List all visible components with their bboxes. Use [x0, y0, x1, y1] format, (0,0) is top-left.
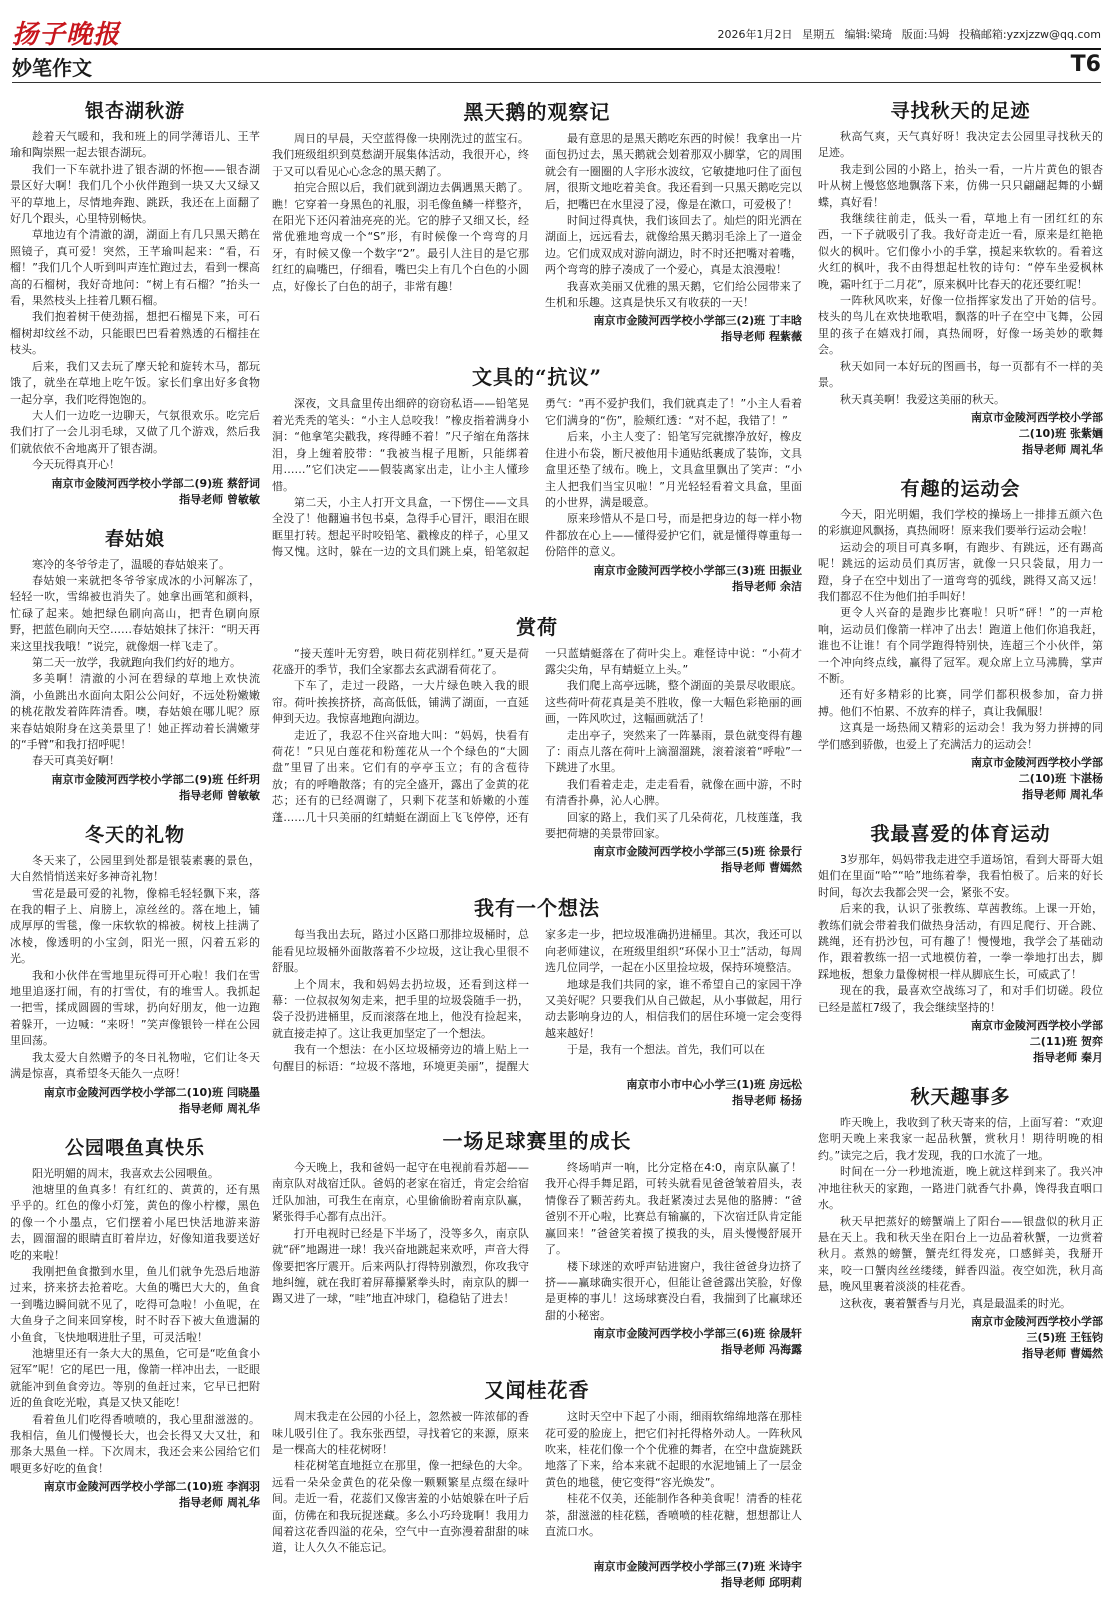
- advising-teacher: 指导老师 冯海露: [721, 1343, 802, 1357]
- article-title: 春姑娘: [104, 527, 165, 550]
- author-class: 二(10)班 张紫婳: [1018, 426, 1103, 440]
- article-paragraph: 桂花不仅美，还能制作各种美食呢！清香的桂花茶，甜滋滋的桂花糕，香喷喷的桂花糖，想想都让人直流口水。: [545, 1492, 802, 1538]
- newspaper-logo: 扬子晚报: [12, 20, 121, 50]
- author-school: 南京市金陵河西学校小学部: [971, 410, 1103, 424]
- article-paragraph: 秋天如同一本好玩的图画书，每一页都有不一样的美景。: [818, 359, 1103, 390]
- advising-teacher: 指导老师 周礼华: [179, 1101, 260, 1115]
- article-body: [272, 1160, 802, 1324]
- article-body: [10, 1166, 260, 1478]
- issue-weekday: 星期五: [802, 28, 835, 41]
- article-title: 公园喂鱼真快乐: [64, 1136, 205, 1159]
- article-paragraph: 看着鱼儿们吃得香喷喷的，我心里甜滋滋的。我相信，鱼儿们慢慢长大，也会长得又大又壮，和那条大黑鱼一样。下次周末，我还会来公园给它们喂更多好吃的鱼食！: [10, 1412, 260, 1475]
- editor-credit: 编辑:梁琦: [844, 28, 893, 41]
- article-paragraph: 这真是一场热闹又精彩的运动会！我为努力拼搏的同学们感到骄傲，也爱上了充满活力的运动会！: [818, 721, 1103, 751]
- advising-teacher: 指导老师 周礼华: [1022, 788, 1103, 801]
- article-title: 一场足球赛里的成长: [442, 1129, 632, 1154]
- issue-date: 2026年1月2日: [717, 28, 793, 41]
- article-paragraph: 时间过得真快，我们该回去了。灿烂的阳光洒在湖面上，远远看去，就像给黑天鹅羽毛涂上了一道金边。它们成双成对游向湖边，时不时还把嘴对着嘴，两个弯弯的脖子凑成了一个爱心，真是太浪漫啦！: [545, 214, 802, 277]
- article-byline: [272, 563, 802, 595]
- article: [818, 811, 1103, 1066]
- article: [272, 353, 802, 594]
- article-byline: [272, 1077, 802, 1109]
- article-byline: [818, 1018, 1103, 1066]
- article-body: [272, 131, 802, 311]
- section-rule: [12, 82, 1101, 83]
- article-paragraph: 今天晚上，我和爸妈一起守在电视前看苏超——南京队对战宿迁队。爸妈的老家在宿迁，肯定会给宿迁队加油，可我生在南京，心里偷偷盼着南京队赢，紧张得手心都有点出汗。: [272, 1161, 529, 1224]
- article-paragraph: 走出亭子，突然来了一阵暴雨，景色就变得有趣了：雨点儿落在荷叶上滴溜溜跳，滚着滚着“呼啦”一下跳进了水里。: [545, 728, 802, 775]
- article-byline: [272, 1326, 802, 1358]
- article-byline: [10, 476, 260, 508]
- article: [272, 884, 802, 1109]
- article: [272, 603, 802, 877]
- article-paragraph: 我们一下车就扑进了银杏湖的怀抱——银杏湖景区好大啊！我们几个小伙伴跑到一块又大又绿又平的草地上，尽情地奔跑、跳跃，我还在上面翻了好几个跟头，心里特别畅快。: [10, 162, 260, 226]
- article-title: 又闻桂花香: [484, 1378, 590, 1403]
- article-body: [10, 129, 260, 474]
- author-class: 二(10)班 卞湛杨: [1018, 772, 1103, 785]
- article-body: [272, 646, 802, 843]
- section-title: 妙笔作文: [12, 56, 92, 80]
- author-school: 南京市金陵河西学校小学部三(6)班 徐晟轩: [593, 1327, 802, 1341]
- advising-teacher: 指导老师 余洁: [732, 579, 802, 593]
- advising-teacher: 指导老师 曾敏敏: [179, 492, 260, 506]
- article-byline: [10, 1479, 260, 1511]
- author-school: 南京市金陵河西学校小学部: [971, 1019, 1103, 1033]
- author-class: 三(5)班 王钰钧: [1026, 1330, 1103, 1344]
- submission-email: 投稿邮箱:yzxjzzw@qq.com: [958, 28, 1101, 41]
- article-paragraph: 今天，阳光明媚，我们学校的操场上一排排五颜六色的彩旗迎风飘扬，真热闹呀！原来我们要举行运动会啦！: [818, 507, 1103, 538]
- article-paragraph: 这秋夜，裹着蟹香与月光，真是最温柔的时光。: [840, 1296, 1071, 1310]
- article-paragraph: 今天玩得真开心！: [32, 458, 120, 472]
- section-header: [12, 52, 1101, 82]
- article-paragraph: 阳光明媚的周末，我喜欢去公园喂鱼。: [32, 1166, 219, 1180]
- article-body: [272, 1409, 802, 1557]
- article-byline: [818, 410, 1103, 458]
- article: [10, 88, 260, 508]
- article-byline: [818, 755, 1103, 803]
- article-paragraph: 第二天，小主人打开文具盒，一下愣住——文具全没了！他翻遍书包书桌，急得手心冒汗，眼泪在眼眶里打转。想起平时咬铅笔、戳橡皮的样子，心里又悔又愧。这时，躲在一边的文具们跳上桌，铅笔叙起勇气：“再不爱护我们，我们就真走了！”小主人看着它们满身的“伤”，脸颊红透：“对不起，我错了！”: [272, 397, 802, 559]
- article-paragraph: 我们爬上高亭远眺，整个湖面的美景尽收眼底。这些荷叶荷花真是美不胜收，像一大幅色彩艳丽的画画，一阵风吹过，这幅画就活了！: [545, 679, 802, 726]
- advising-teacher: 指导老师 曾敏敏: [179, 788, 260, 802]
- article-paragraph: 雪花是最可爱的礼物，像棉毛轻轻飘下来，落在我的帽子上、肩膀上，凉丝丝的。落在地上，铺成厚厚的雪毯，像一床软软的棉被。树枝上挂满了冰棱，像透明的小宝剑，阳光一照，闪着五彩的光。: [10, 886, 260, 966]
- article-paragraph: 我们抱着树干使劲摇，想把石榴晃下来，可石榴树却纹丝不动，只能眼巴巴看着熟透的石榴挂在枝头。: [10, 310, 260, 357]
- article-paragraph: 运动会的项目可真多啊，有跑步、有跳远，还有踢高呢！跳远的运动员们真厉害，就像一只只袋鼠，用力一蹬，身子在空中划出了一道弯弯的弧线，跳得又高又远！我们都忍不住为他们拍手叫好！: [818, 540, 1103, 603]
- article-paragraph: 春姑娘一来就把冬爷爷家成冰的小河解冻了，轻轻一吹，雪绵被也消失了。她拿出画笔和颜料，忙碌了起来。她把绿色刷向高山，把青色刷向原野，把蓝色刷向天空……春姑娘抹了抹汗：“明天再来这里找我哦！”说完，就像烟一样飞走了。: [10, 573, 260, 653]
- article-byline: [272, 844, 802, 876]
- article-byline: [272, 313, 802, 345]
- article-body: [818, 1115, 1103, 1312]
- article-title: 我最喜爱的体育运动: [870, 823, 1051, 845]
- article-paragraph: 楼下球迷的欢呼声钻进窗户，我往爸爸身边挤了挤——赢球确实很开心，但能让爸爸露出笑脸，好像是更棒的事儿！这场球赛没白看，我揣到了比赢球还甜的小秘密。: [545, 1259, 802, 1322]
- author-school: 南京市金陵河西学校小学部二(10)班 闫晓墨: [43, 1085, 260, 1099]
- article-paragraph: 下车了，走过一段路，一大片绿色映入我的眼帘。荷叶挨挨挤挤，高高低低，铺满了湖面，一直延伸到天边。我惊喜地跑向湖边。: [272, 679, 529, 726]
- column-center: [272, 88, 802, 1599]
- article: [818, 88, 1103, 458]
- article-paragraph: 周日的早晨，天空蓝得像一块刚洗过的蓝宝石。我们班级组织到莫愁湖开展集体活动，我很开心，终于又可以看见心心念念的黑天鹅了。: [272, 132, 529, 178]
- article-paragraph: 拍完合照以后，我们就到湖边去偶遇黑天鹅了。瞧！它穿着一身黑色的礼服，羽毛像鱼鳞一样整齐，在阳光下还闪着油亮亮的光。它的脖子又细又长，经常优雅地弯成一个“S”形，有时候像一个弯弯的月牙，有时候又像一个数字“2”。最引人注目的是它那红红的扁嘴巴，仔细看，嘴巴尖上有几个白色的小圆点，好像长了白色的胡子，非常有趣！: [272, 181, 529, 293]
- article-byline: [10, 1085, 260, 1117]
- author-school: 南京市金陵河西学校小学部二(10)班 李润羽: [43, 1480, 260, 1494]
- article-byline: [818, 1314, 1103, 1362]
- author-school: 南京市金陵河西学校小学部三(5)班 徐景行: [593, 845, 802, 859]
- article-title: 银杏湖秋游: [84, 100, 185, 122]
- article-paragraph: 池塘里还有一条大大的黑鱼，它可是“吃鱼食小冠军”呢！它的尾巴一甩，像箭一样冲出去，一眨眼就能冲到鱼食旁边。等别的鱼赶过来，它早已把附近的鱼食吃光啦，真是又快又能吃！: [10, 1346, 260, 1410]
- article-paragraph: 上个周末，我和妈妈去扔垃圾，还看到这样一幕：一位叔叔匆匆走来，把手里的垃圾袋随手一扔，袋子没扔进桶里，反而滚落在地上，他没有捡起来，就直接走掉了。这让我更加坚定了一个想法。: [272, 977, 529, 1040]
- article-paragraph: 每当我出去玩，路过小区路口那排垃圾桶时，总能看见垃圾桶外面散落着不少垃圾，这让我心里很不舒服。: [272, 928, 529, 975]
- article-body: [10, 557, 260, 770]
- article-paragraph: 桂花树笔直地挺立在那里，像一把绿色的大伞。远看一朵朵金黄色的花朵像一颗颗繁星点缀在绿叶间。走近一看，花蕊们又像害羞的小姑娘躲在叶子后面，仿佛在和我玩捉迷藏。多么小巧玲珑啊！我用力闻着这花香四溢的花朵，空气中一直弥漫着甜甜的味道，让人久久不能忘记。: [272, 1459, 529, 1555]
- article-byline: [272, 1559, 802, 1591]
- article-paragraph: 多美啊！清澈的小河在碧绿的草地上欢快流淌，小鱼跳出水面向太阳公公问好，不远处粉嫩嫩的桃花散发着阵阵清香。噢，春姑娘在哪儿呢？原来春姑娘附身在这美景里了！她正挥动着长满嫩芽的“手臂”和我打招呼呢！: [10, 672, 260, 751]
- dateline: [712, 26, 1102, 42]
- article-paragraph: 我走到公园的小路上，抬头一看，一片片黄色的银杏叶从树上慢悠悠地飘落下来，仿佛一只只翩翩起舞的小蝴蝶，真好看！: [818, 162, 1103, 209]
- article-paragraph: 我太爱大自然赠予的冬日礼物啦，它们让冬天满是惊喜，真希望冬天能久一点呀！: [10, 1050, 260, 1081]
- article-paragraph: 后来，我们又去玩了摩天轮和旋转木马，都玩饿了，就坐在草地上吃午饭。家长们拿出好多食物一起分享，我们吃得饱饱的。: [10, 359, 260, 406]
- author-school: 南京市小市中心小学三(1)班 房远松: [626, 1078, 802, 1092]
- article-paragraph: 我刚把鱼食撒到水里，鱼儿们就争先恐后地游过来，挤来挤去抢着吃。大鱼的嘴巴大大的，鱼食一到嘴边瞬间就不见了，吃得可急啦！小鱼呢，在大鱼身子之间来回穿梭，时不时吞下被大鱼遗漏的小鱼食，飞快地咽进肚子里，可灵活啦！: [10, 1264, 260, 1344]
- article-paragraph: 打开电视时已经是下半场了，没等多久，南京队就“砰”地踢进一球！我兴奋地跳起来欢呼，声音大得像要把客厅震开。后来两队打得特别激烈，你攻我守地纠缠，就在我盯着屏幕攥紧拳头时，南京队的脚一踢又进了一球，“哇”地直冲球门，稳稳钻了进去！: [272, 1226, 529, 1306]
- article-paragraph: 更令人兴奋的是跑步比赛啦！只听“砰！”的一声枪响，运动员们像箭一样冲了出去！跑道上他们你追我赶，谁也不让谁！有个同学跑得特别快，连超三个小伙伴，第一个冲向终点线，赢得了冠军。观众席上立马沸腾，掌声不断。: [818, 606, 1103, 685]
- author-school: 南京市金陵河西学校小学部三(2)班 丁丰晗: [593, 314, 802, 328]
- article-paragraph: 春天可真美好啊！: [32, 754, 120, 768]
- masthead: [12, 14, 1101, 50]
- article-body: [818, 129, 1103, 408]
- article-byline: [10, 772, 260, 804]
- author-school: 南京市金陵河西学校小学部二(9)班 任纤玥: [51, 772, 260, 786]
- article-paragraph: 现在的我，最喜欢空战练习了，和对手们切磋。段位已经是蓝杠7级了，我会继续坚持的！: [818, 984, 1103, 1014]
- article-paragraph: 后来，小主人变了：铅笔写完就擦净放好，橡皮住进小布袋，断尺被他用卡通贴纸裹成了装饰，文具盒里还垫了绒布。晚上，文具盒里飘出了笑声：“小主人把我们当宝贝啦！”月光轻轻看着文具盒，里面的小世界，满是暖意。: [545, 430, 802, 509]
- article-paragraph: 一阵秋风吹来，好像一位指挥家发出了开始的信号。枝头的鸟儿在欢快地歌唱，飘落的叶子在空中飞舞，公园里的孩子在嬉戏打闹，真热闹呀，好像一场美妙的歌舞会。: [818, 294, 1103, 357]
- article-paragraph: 趁着天气暖和，我和班上的同学薄语儿、王芊瑜和陶崇熙一起去银杏湖玩。: [10, 130, 260, 160]
- column-right: [818, 88, 1103, 1370]
- article: [10, 812, 260, 1117]
- article-paragraph: 我喜欢美丽又优雅的黑天鹅，它们给公园带来了生机和乐趣。这真是快乐又有收获的一天！: [545, 279, 802, 310]
- article: [272, 1366, 802, 1591]
- advising-teacher: 指导老师 周礼华: [179, 1496, 260, 1510]
- article-paragraph: 后来的我，认识了张教练、草茜教练。上课一开始，教练们就会带着我们做热身活动，有四足爬行、开合跳、跳绳，还有扔沙包，可有趣了！慢慢地，我学会了基础动作，跟着教练一招一式地模仿着，一拳一拳地打出去，脚踩地板，想象力量像树根一样从脚底生长，可威武了！: [818, 902, 1103, 981]
- article-paragraph: 第二天一放学，我就跑向我们约好的地方。: [32, 655, 241, 669]
- article-body: [818, 852, 1103, 1016]
- article: [818, 1074, 1103, 1362]
- author-class: 二(11)班 贺弈: [1029, 1035, 1103, 1049]
- article-title: 秋天趣事多: [910, 1086, 1011, 1109]
- article-title: 有趣的运动会: [900, 477, 1021, 500]
- article-paragraph: 我继续往前走，低头一看，草地上有一团红红的东西，一下子就吸引了我。我好奇走近一看，原来是红艳艳似火的枫叶。它们像小小的手掌，摸起来软软的。看着这火红的枫叶，我不由得想起杜牧的诗句：“停车坐爱枫林晚，霜叶红于二月花”，原来枫叶比春天的花还要红呢！: [818, 212, 1103, 291]
- article: [272, 88, 802, 345]
- author-school: 南京市金陵河西学校小学部二(9)班 蔡舒词: [51, 476, 260, 490]
- layout-credit: 版面:马姆: [901, 28, 950, 41]
- advising-teacher: 指导老师 周礼华: [1022, 442, 1103, 456]
- article-paragraph: 最有意思的是黑天鹅吃东西的时候！我拿出一片面包扔过去，黑天鹅就会划着那双小脚掌，它的周围就会有一圈圈的人字形水波纹，它敏捷地叼住了面包屑，很斯文地吃着美食。我还看到一只黑天鹅吃完以后，把嘴巴在水里浸了浸，像是在漱口，可爱极了！: [545, 132, 802, 211]
- article-paragraph: 我有一个想法：在小区垃圾桶旁边的墙上贴上一句醒目的标语：“垃圾不落地，环境更美丽”，提醒大家多走一步，把垃圾准确扔进桶里。其次，我还可以向老师建议，在班级里组织“环保小卫士”活动，每周选几位同学，一起在小区里捡垃圾，保持环境整洁。: [272, 928, 802, 1073]
- article-paragraph: 终场哨声一响，比分定格在4:0，南京队赢了！我开心得手舞足蹈，可转头就看见爸爸皱着眉头，表情像吞了颗苦药丸。我赶紧凑过去晃他的胳膊：“爸爸别不开心啦，比赛总有输赢的，下次宿迁队肯定能赢回来！”爸爸笑着摸了摸我的头，眉头慢慢舒展开了。: [545, 1161, 802, 1257]
- article-paragraph: 于是，我有一个想法。首先，我们可以在: [567, 1043, 765, 1057]
- author-school: 南京市金陵河西学校小学部: [971, 1314, 1103, 1328]
- author-school: 南京市金陵河西学校小学部: [971, 756, 1103, 769]
- advising-teacher: 指导老师 杨扬: [732, 1094, 802, 1108]
- advising-teacher: 指导老师 曹嫣然: [1022, 1346, 1103, 1360]
- author-school: 南京市金陵河西学校小学部三(3)班 田振业: [593, 563, 802, 577]
- article-paragraph: 秋天早把蒸好的螃蟹端上了阳台——银盘似的秋月正悬在天上。我和秋天坐在阳台上一边品着秋蟹，一边赏着秋月。煮熟的螃蟹，蟹壳红得发亮，口感鲜美，我掰开来，咬一口蟹肉丝丝缕缕，鲜香四溢。夜空如洗，秋月高悬，晚风里裹着淡淡的桂花香。: [818, 1214, 1103, 1294]
- article-body: [272, 396, 802, 560]
- advising-teacher: 指导老师 程紫薇: [721, 330, 802, 344]
- article-paragraph: 地球是我们共同的家，谁不希望自己的家园干净又美好呢？只要我们从自己做起，从小事做起，用行动去影响身边的人，相信我们的居住环境一定会变得越来越好！: [545, 977, 802, 1040]
- article-paragraph: 我们看着走走，走走看看，就像在画中游，不时有清香扑鼻，沁人心脾。: [545, 777, 802, 808]
- article-paragraph: 秋天真美啊！我爱这美丽的秋天。: [840, 392, 1005, 406]
- article-paragraph: 我和小伙伴在雪地里玩得可开心啦！我们在雪地里追逐打闹，有的打雪仗，有的堆雪人。我抓起一把雪，揉成圆圆的雪球，扔向好朋友，他一边跑着躲开，一边喊：“来呀！”笑声像银铃一样在公园里回荡。: [10, 968, 260, 1048]
- article-paragraph: 大人们一边吃一边聊天，气氛很欢乐。吃完后我们打了一会儿羽毛球，又做了几个游戏，然后我们就依依不舍地离开了银杏湖。: [10, 408, 260, 455]
- article-paragraph: 原来珍惜从不是口号，而是把身边的每一样小物件都放在心上——懂得爱护它们，就是懂得尊重每一份陪伴的意义。: [545, 512, 802, 559]
- article-paragraph: 周末我走在公园的小径上，忽然被一阵浓郁的香味儿吸引住了。我东张西望，寻找着它的来源，原来是一棵高大的桂花树呀！: [272, 1410, 529, 1456]
- advising-teacher: 指导老师 曹嫣然: [721, 861, 802, 875]
- author-school: 南京市金陵河西学校小学部三(7)班 米诗宇: [593, 1559, 802, 1573]
- article-title: 文具的“抗议”: [471, 365, 602, 390]
- article-paragraph: 冬天来了，公园里到处都是银装素裹的景色，大自然悄悄送来好多神奇礼物！: [10, 853, 260, 884]
- article-paragraph: 回家的路上，我们买了几朵荷花，几枝莲蓬，我要把荷塘的美景带回家。: [545, 810, 802, 840]
- article: [10, 1125, 260, 1512]
- article-title: 冬天的礼物: [84, 823, 185, 846]
- article-paragraph: 深夜，文具盒里传出细碎的窃窃私语——铅笔晃着光秃秃的笔头：“小主人总咬我！”橡皮指着满身小洞：“他拿笔尖戳我，疼得睡不着！”尺子缩在角落抹泪，身上缠着胶带：“我被当棍子甩断，只能绑着用……”它们决定——假装离家出走，让小主人懂珍惜。: [272, 397, 529, 493]
- article: [272, 1117, 802, 1358]
- article-paragraph: 昨天晚上，我收到了秋天寄来的信，上面写着：“欢迎您明天晚上来我家一起品秋蟹，赏秋月！期待明晚的相约。”读完之后，我才发现，我的口水流了一地。: [818, 1116, 1103, 1162]
- article-paragraph: 秋高气爽，天气真好呀！我决定去公园里寻找秋天的足迹。: [818, 130, 1103, 160]
- page-number: T6: [1070, 52, 1101, 77]
- article-paragraph: “接天莲叶无穷碧，映日荷花别样红。”夏天是荷花盛开的季节，我们全家都去玄武湖看荷花了。: [272, 646, 529, 676]
- article-body: [10, 853, 260, 1083]
- column-left: [10, 88, 260, 1519]
- advising-teacher: 指导老师 邱明莉: [721, 1575, 802, 1589]
- article-paragraph: 这时天空中下起了小雨，细雨软绵绵地落在那桂花可爱的脸庞上，把它们衬托得格外动人。一阵秋风吹来，桂花们像一个个优雅的舞者，在空中盘旋跳跃地落了下来，给本来就不起眼的水泥地铺上了一层金黄色的地毯，使它变得“容光焕发”。: [545, 1410, 802, 1489]
- article-paragraph: 时间在一分一秒地流逝，晚上就这样到来了。我兴冲冲地往秋天的家跑，一路进门就香气扑鼻，馋得我直咽口水。: [818, 1165, 1103, 1212]
- article-body: [272, 927, 802, 1075]
- article-body: [818, 507, 1103, 753]
- article-paragraph: 池塘里的鱼真多！有红红的、黄黄的，还有黑乎乎的。红色的像小灯笼，黄色的像小柠檬，黑色的像一个小墨点，它们摆着小尾巴快活地游来游去，圆溜溜的眼睛直盯着岸边，好像知道我要送好吃的来啦！: [10, 1182, 260, 1262]
- article: [10, 516, 260, 804]
- article-paragraph: 草地边有个清澈的湖，湖面上有几只黑天鹅在照镜子，真可爱！突然，王芊瑜叫起来：“看，石榴！”我们几个人听到叫声连忙跑过去，看到一棵高高的石榴树，我好奇地问：“树上有石榴？”抬头一看，果然枝头上挂着几颗石榴。: [10, 228, 260, 308]
- article-paragraph: 走近了，我忍不住兴奋地大叫：“妈妈，快看有荷花！”只见白莲花和粉莲花从一个个绿色的“大圆盘”里冒了出来。它们有的亭亭玉立；有的含苞待放；有的呼噜散落；有的完全盛开，露出了金黄的花芯；还有的已经凋谢了，只剩下花茎和娇嫩的小莲蓬……几十只美丽的红蜻蜓在湖面上飞飞停停，还有一只蓝蜻蜓落在了荷叶尖上。难怪诗中说：“小荷才露尖尖角，早有蜻蜓立上头。”: [272, 646, 802, 824]
- article: [818, 466, 1103, 803]
- article-paragraph: 寒冷的冬爷爷走了，温暖的春姑娘来了。: [32, 557, 230, 571]
- advising-teacher: 指导老师 秦月: [1033, 1051, 1103, 1065]
- article-paragraph: 还有好多精彩的比赛，同学们都积极参加，奋力拼搏。他们不怕累、不放弃的样子，真让我佩服！: [818, 688, 1103, 718]
- article-title: 黑天鹅的观察记: [463, 100, 611, 124]
- article-title: 我有一个想法: [474, 896, 600, 921]
- article-title: 寻找秋天的足迹: [890, 100, 1031, 122]
- article-paragraph: 3岁那年，妈妈带我走进空手道场馆，看到大哥哥大姐姐们在里面“哈”“哈”地练着拳，我看怕极了。后来的好长时间，每次去我都会哭一会，紧张不安。: [818, 853, 1103, 899]
- article-title: 赏荷: [516, 614, 558, 639]
